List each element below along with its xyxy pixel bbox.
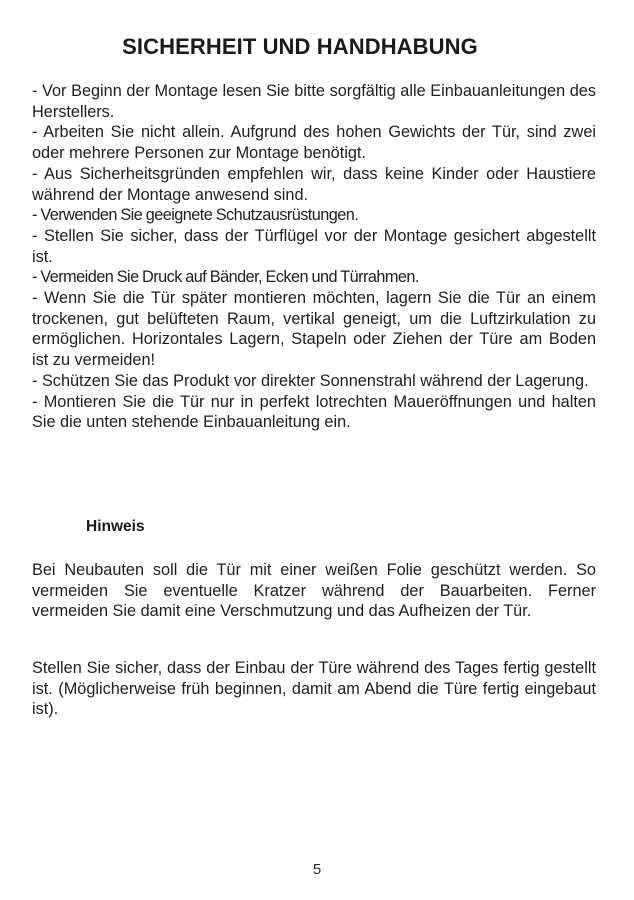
rule-item: - Stellen Sie sicher, dass der Türflügel vor der Montage gesichert abgestellt ist.: [32, 226, 596, 266]
hint-paragraph-text: Bei Neubauten soll die Tür mit einer weißen Folie geschützt werden. So vermeiden Sie eventuelle Kratzer während der Bauarbeiten. Ferner vermeiden Sie damit eine Verschmutzung und das Aufheizen der Tür.: [32, 561, 596, 621]
rule-item: - Aus Sicherheitsgründen empfehlen wir, dass keine Kinder oder Haustiere während der Montage anwesend sind.: [32, 164, 596, 204]
rule-item: - Montieren Sie die Tür nur in perfekt lotrechten Maueröffnungen und halten Sie die unten stehende Einbauanleitung ein.: [32, 392, 596, 432]
rule-item: - Vermeiden Sie Druck auf Bänder, Ecken und Türrahmen.: [32, 268, 419, 287]
hint-heading: Hinweis: [86, 518, 145, 535]
rule-item: - Vor Beginn der Montage lesen Sie bitte sorgfältig alle Einbauanleitungen des Herstellers.: [32, 82, 596, 121]
hint-paragraph-text: Stellen Sie sicher, dass der Einbau der Türe während des Tages fertig gestellt ist. (Möglicherweise früh beginnen, damit am Abend die Türe fertig eingebaut ist).: [32, 659, 596, 719]
hint-paragraph-2: [32, 658, 596, 720]
page-number: 5: [312, 861, 322, 878]
rule-item: - Arbeiten Sie nicht allein. Aufgrund des hohen Gewichts der Tür, sind zwei oder mehrere Personen zur Montage benötigt.: [32, 123, 596, 163]
rule-item: - Verwenden Sie geeignete Schutzausrüstungen.: [32, 206, 359, 225]
safety-rules-list: [32, 81, 596, 433]
hint-paragraph-1: [32, 560, 596, 622]
rule-item: - Wenn Sie die Tür später montieren möchten, lagern Sie die Tür an einem trockenen, gut belüfteten Raum, vertikal geneigt, um die Luftzirkulation zu ermöglichen. Horizontales Lagern, Stapeln oder Ziehen der Türe am Boden ist zu vermeiden!: [32, 289, 596, 370]
rule-item: - Schützen Sie das Produkt vor direkter Sonnenstrahl während der Lagerung.: [32, 371, 589, 390]
page-title: SICHERHEIT UND HANDHABUNG: [122, 34, 478, 59]
